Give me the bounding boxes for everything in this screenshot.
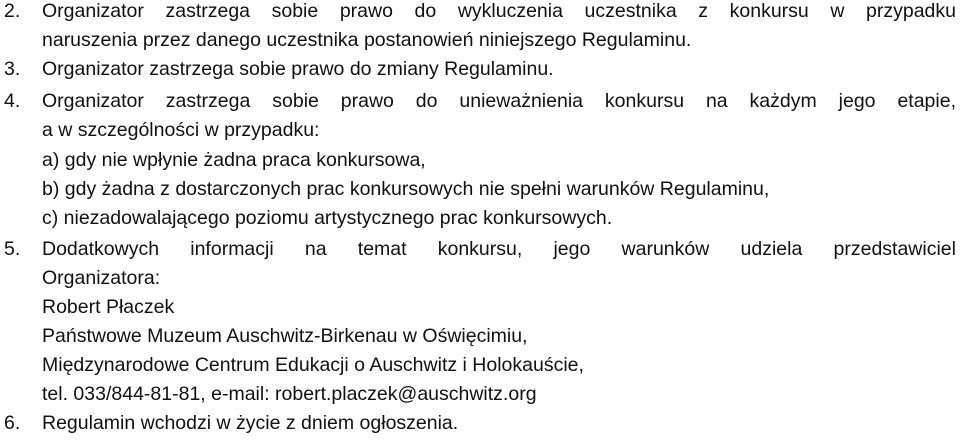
item-4-sub-c: c) niezadowalającego poziomu artystycznego prac konkursowych. xyxy=(42,207,613,229)
item-5-text-line-2: Organizatora: xyxy=(42,267,161,289)
item-5-text-line-1: Dodatkowych informacji na temat konkursu, jego warunków udziela przedstawiciel xyxy=(42,238,956,260)
contact-name: Robert Płaczek xyxy=(42,296,175,318)
item-number: 6. xyxy=(4,412,21,434)
item-number: 2. xyxy=(4,0,21,22)
contact-institution: Państwowe Muzeum Auschwitz-Birkenau w Oświęcimiu, xyxy=(42,325,528,347)
item-4-sub-b: b) gdy żadna z dostarczonych prac konkursowych nie spełni warunków Regulaminu, xyxy=(42,178,770,200)
item-4-sub-a: a) gdy nie wpłynie żadna praca konkursowa, xyxy=(42,149,426,171)
item-3-text-line-1: Organizator zastrzega sobie prawo do zmiany Regulaminu. xyxy=(42,58,554,80)
item-6-text-line-1: Regulamin wchodzi w życie z dniem ogłoszenia. xyxy=(42,412,459,434)
item-4-text-line-1: Organizator zastrzega sobie prawo do unieważnienia konkursu na każdym jego etapie, xyxy=(42,90,956,112)
contact-details: tel. 033/844-81-81, e-mail: robert.placzek@auschwitz.org xyxy=(42,383,537,405)
item-number: 5. xyxy=(4,238,21,260)
contact-department: Międzynarodowe Centrum Edukacji o Auschwitz i Holokauście, xyxy=(42,354,584,376)
item-2-text-line-2: naruszenia przez danego uczestnika postanowień niniejszego Regulaminu. xyxy=(42,29,692,51)
item-number: 4. xyxy=(4,90,21,112)
item-4-text-line-2: a w szczególności w przypadku: xyxy=(42,119,320,141)
item-number: 3. xyxy=(4,58,21,80)
item-2-text-line-1: Organizator zastrzega sobie prawo do wykluczenia uczestnika z konkursu w przypadku xyxy=(42,0,956,22)
